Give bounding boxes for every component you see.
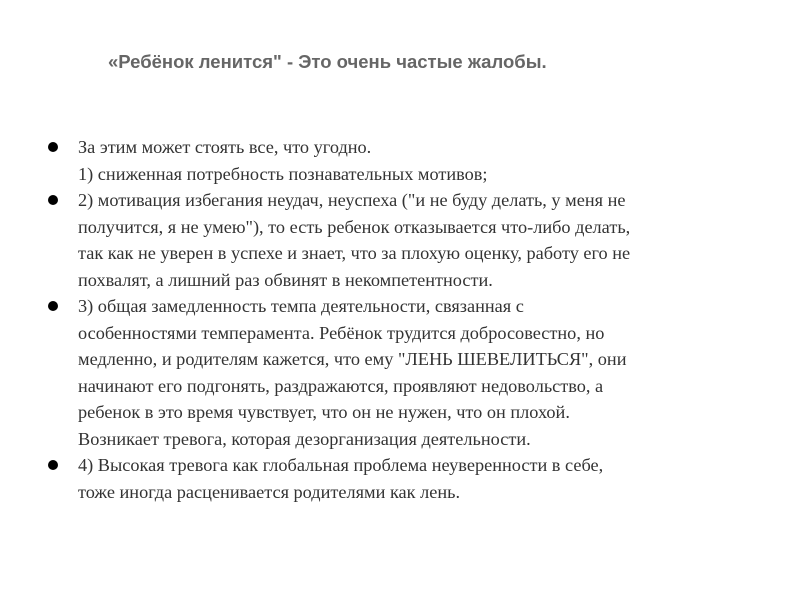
bullet-dot-icon bbox=[48, 195, 58, 205]
bullet-dot-icon bbox=[48, 460, 58, 470]
bullet-text-line: За этим может стоять все, что угодно. bbox=[78, 137, 372, 157]
bullet-text-line: похвалят, а лишний раз обвинят в некомпетентности. bbox=[78, 269, 493, 290]
bullet-dot-icon bbox=[48, 142, 58, 152]
bullet-text-line: Возникает тревога, которая дезорганизация деятельности. bbox=[78, 428, 531, 449]
slide-title: «Ребёнок ленится" - Это очень частые жалобы. bbox=[108, 51, 547, 72]
bullet-text-line: 1) сниженная потребность познавательных мотивов; bbox=[78, 163, 488, 184]
bullet-text-line: получится, я не умею"), то есть ребенок отказывается что-либо делать, bbox=[78, 216, 631, 237]
bullet-text-line: начинают его подгонять, раздражаются, проявляют недовольство, а bbox=[78, 375, 604, 396]
bullet-dot-icon bbox=[48, 301, 58, 311]
bullet-text-line: 4) Высокая тревога как глобальная проблема неуверенности в себе, bbox=[78, 455, 604, 475]
bullet-list bbox=[46, 134, 766, 505]
bullet-text-line: особенностями темперамента. Ребёнок трудится добросовестно, но bbox=[78, 322, 605, 343]
bullet-text-line: ребенок в это время чувствует, что он не нужен, что он плохой. bbox=[78, 402, 570, 422]
bullet-item bbox=[46, 293, 766, 452]
bullet-text-line: так как не уверен в успехе и знает, что за плохую оценку, работу его не bbox=[78, 243, 631, 263]
bullet-text-line: 3) общая замедленность темпа деятельности, связанная с bbox=[78, 296, 524, 316]
bullet-text-line: тоже иногда расценивается родителями как лень. bbox=[78, 481, 461, 502]
bullet-item bbox=[46, 187, 766, 293]
bullet-text-line: 2) мотивация избегания неудач, неуспеха ("и не буду делать, у меня не bbox=[78, 190, 626, 210]
bullet-item bbox=[46, 134, 766, 187]
bullet-text-line: медленно, и родителям кажется, что ему "ЛЕНЬ ШЕВЕЛИТЬСЯ", они bbox=[78, 349, 627, 369]
bullet-item bbox=[46, 452, 766, 505]
